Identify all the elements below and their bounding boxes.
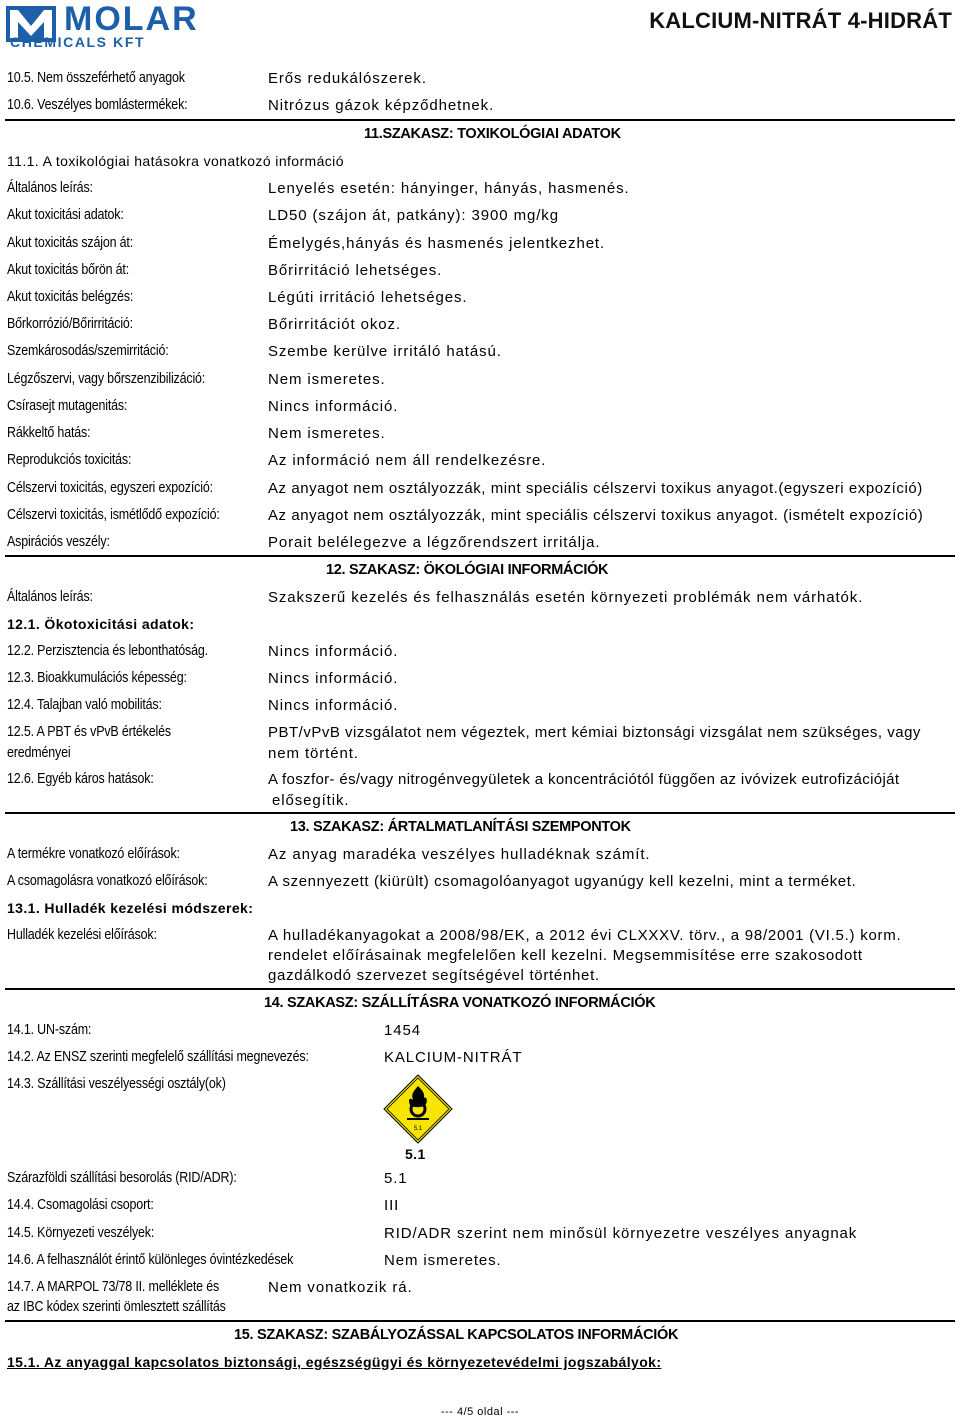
s11-row-value: Émelygés,hányás és hasmenés jelentkezhet.	[268, 235, 606, 252]
s14-pack-label: 14.4. Csomagolási csoport:	[7, 1197, 154, 1213]
s13-waste-label: Hulladék kezelési előírások:	[7, 927, 157, 943]
s10-6-label: 10.6. Veszélyes bomlástermékek:	[7, 97, 188, 113]
s11-row-label: Bőrkorrózió/Bőrirritáció:	[7, 316, 133, 332]
s12-6-value: A foszfor- és/vagy nitrogénvegyületek a koncentrációtól függően az ivóvizek eutrofizációját	[268, 771, 900, 788]
section-12-heading: 12. SZAKASZ: ÖKOLÓGIAI INFORMÁCIÓK	[326, 562, 609, 578]
section-divider	[5, 555, 955, 557]
flame-over-circle-icon	[383, 1074, 453, 1144]
s11-row-label: Rákkeltő hatás:	[7, 425, 91, 441]
s12-5-value-cont: nem történt.	[268, 745, 359, 762]
s11-row-label: Reprodukciós toxicitás:	[7, 452, 132, 468]
section-15-heading: 15. SZAKASZ: SZABÁLYOZÁSSAL KAPCSOLATOS INFORMÁCIÓK	[234, 1327, 679, 1343]
s11-row-value: Bőrirritációt okoz.	[268, 316, 401, 333]
s11-row-value: Lenyelés esetén: hányinger, hányás, hasmenés.	[268, 180, 630, 197]
s11-row-label: Célszervi toxicitás, ismétlődő expozíció:	[7, 507, 220, 523]
s11-row-label: Célszervi toxicitás, egyszeri expozíció:	[7, 480, 213, 496]
s12-5-label-cont: eredményei	[7, 745, 71, 761]
s12-6-value-cont: elősegítik.	[272, 792, 350, 809]
s11-row-label: Akut toxicitás belégzés:	[7, 289, 134, 305]
s12-row-label: 12.2. Perzisztencia és lebonthatóság.	[7, 643, 208, 659]
s12-1-subheading: 12.1. Ökotoxicitási adatok:	[7, 616, 195, 632]
s14-marpol-value: Nem vonatkozik rá.	[268, 1279, 413, 1296]
s14-land-label: Szárazföldi szállítási besorolás (RID/ADR):	[7, 1170, 237, 1186]
s13-row-label: A csomagolásra vonatkozó előírások:	[7, 873, 208, 889]
s11-row-value: Nem ismeretes.	[268, 425, 386, 442]
s10-6-value: Nitrózus gázok képződhetnek.	[268, 97, 495, 114]
logo-subtitle: CHEMICALS KFT	[10, 34, 146, 50]
s13-row-label: A termékre vonatkozó előírások:	[7, 846, 180, 862]
s12-row-label: 12.3. Bioakkumulációs képesség:	[7, 670, 187, 686]
s14-un-value: 1454	[384, 1022, 421, 1039]
s11-row-value: Az anyagot nem osztályozzák, mint speciális célszervi toxikus anyagot.(egyszeri expozíció)	[268, 480, 923, 497]
logo-wordmark: MOLAR	[64, 0, 199, 38]
s11-row-value: Nincs információ.	[268, 398, 399, 415]
section-divider	[5, 812, 955, 814]
s10-5-value: Erős redukálószerek.	[268, 70, 427, 87]
s14-marpol-label-cont: az IBC kódex szerinti ömlesztett szállítás	[7, 1299, 226, 1315]
s11-1-subheading: 11.1. A toxikológiai hatásokra vonatkozó információ	[7, 153, 344, 169]
s11-row-value: Az információ nem áll rendelkezésre.	[268, 452, 547, 469]
s14-class-label: 14.3. Szállítási veszélyességi osztály(ok)	[7, 1076, 226, 1092]
s14-name-label: 14.2. Az ENSZ szerinti megfelelő szállítási megnevezés:	[7, 1049, 309, 1065]
s11-row-label: Csírasejt mutagenitás:	[7, 398, 128, 414]
s12-row-value: Nincs információ.	[268, 670, 399, 687]
s11-row-value: LD50 (szájon át, patkány): 3900 mg/kg	[268, 207, 559, 224]
s12-general-value: Szakszerű kezelés és felhasználás esetén környezeti problémák nem várhatók.	[268, 589, 864, 606]
s13-waste-value-cont: rendelet előírásainak megfelelően kell kezelni. Megsemmisítése erre szakosodott	[268, 947, 863, 964]
s11-row-value: Szembe kerülve irritáló hatású.	[268, 343, 502, 360]
s14-land-value: 5.1	[384, 1170, 408, 1187]
s14-env-label: 14.5. Környezeti veszélyek:	[7, 1225, 155, 1241]
s14-env-value: RID/ADR szerint nem minősül környezetre veszélyes anyagnak	[384, 1225, 858, 1242]
s12-6-label: 12.6. Egyéb káros hatások:	[7, 771, 154, 787]
s12-row-label: 12.4. Talajban való mobilitás:	[7, 697, 162, 713]
oxidizer-pictogram	[383, 1074, 453, 1144]
s11-row-label: Légzőszervi, vagy bőrszenzibilizáció:	[7, 371, 206, 387]
s12-row-value: Nincs információ.	[268, 643, 399, 660]
document-title: KALCIUM-NITRÁT 4-HIDRÁT	[649, 8, 952, 33]
s11-row-label: Szemkárosodás/szemirritáció:	[7, 343, 169, 359]
s12-row-value: Nincs információ.	[268, 697, 399, 714]
s13-waste-value: A hulladékanyagokat a 2008/98/EK, a 2012 évi CLXXXV. törv., a 98/2001 (VI.5.) korm.	[268, 927, 902, 944]
s12-5-label: 12.5. A PBT és vPvB értékelés	[7, 724, 171, 740]
s11-row-label: Általános leírás:	[7, 180, 93, 196]
s13-row-value: A szennyezett (kiürült) csomagolóanyagot ugyanúgy kell kezelni, mint a terméket.	[268, 873, 857, 890]
company-logo	[6, 0, 236, 50]
s12-5-value: PBT/vPvB vizsgálatot nem végeztek, mert kémiai biztonsági vizsgálat nem szükséges, vagy	[268, 724, 921, 741]
pictogram-caption: 5.1	[405, 1146, 426, 1162]
s11-row-label: Akut toxicitás bőrön át:	[7, 262, 130, 278]
s14-un-label: 14.1. UN-szám:	[7, 1022, 92, 1038]
s14-marpol-label: 14.7. A MARPOL 73/78 II. melléklete és	[7, 1279, 220, 1295]
s13-1-subheading: 13.1. Hulladék kezelési módszerek:	[7, 900, 254, 916]
s11-row-value: Porait belélegezve a légzőrendszert irritálja.	[268, 534, 601, 551]
section-11-heading: 11.SZAKASZ: TOXIKOLÓGIAI ADATOK	[364, 126, 621, 142]
pictogram-class-number: 5.1	[413, 1126, 423, 1132]
section-divider	[5, 988, 955, 990]
s11-row-label: Aspirációs veszély:	[7, 534, 110, 550]
s11-row-label: Akut toxicitási adatok:	[7, 207, 124, 223]
s11-row-value: Az anyagot nem osztályozzák, mint speciális célszervi toxikus anyagot. (ismételt expozíció)	[268, 507, 924, 524]
s14-special-label: 14.6. A felhasználót érintő különleges óvintézkedések	[7, 1252, 294, 1268]
section-13-heading: 13. SZAKASZ: ÁRTALMATLANÍTÁSI SZEMPONTOK	[290, 819, 631, 835]
s11-row-value: Légúti irritáció lehetséges.	[268, 289, 468, 306]
s11-row-value: Bőrirritáció lehetséges.	[268, 262, 443, 279]
s11-row-label: Akut toxicitás szájon át:	[7, 235, 134, 251]
s15-1-subheading: 15.1. Az anyaggal kapcsolatos biztonsági, egészségügyi és környezetevédelmi jogszabályok:	[7, 1354, 662, 1370]
s14-pack-value: III	[384, 1197, 400, 1214]
page-footer: --- 4/5 oldal ---	[440, 1406, 520, 1418]
s13-waste-value-cont: gazdálkodó szervezet segítségével történhet.	[268, 967, 600, 984]
s13-row-value: Az anyag maradéka veszélyes hulladéknak számít.	[268, 846, 651, 863]
s14-special-value: Nem ismeretes.	[384, 1252, 502, 1269]
s12-general-label: Általános leírás:	[7, 589, 93, 605]
s10-5-label: 10.5. Nem összeférhető anyagok	[7, 70, 185, 86]
section-divider	[5, 1320, 955, 1322]
section-divider	[5, 119, 955, 121]
s14-name-value: KALCIUM-NITRÁT	[384, 1049, 523, 1066]
s11-row-value: Nem ismeretes.	[268, 371, 386, 388]
section-14-heading: 14. SZAKASZ: SZÁLLÍTÁSRA VONATKOZÓ INFORMÁCIÓK	[264, 995, 656, 1011]
